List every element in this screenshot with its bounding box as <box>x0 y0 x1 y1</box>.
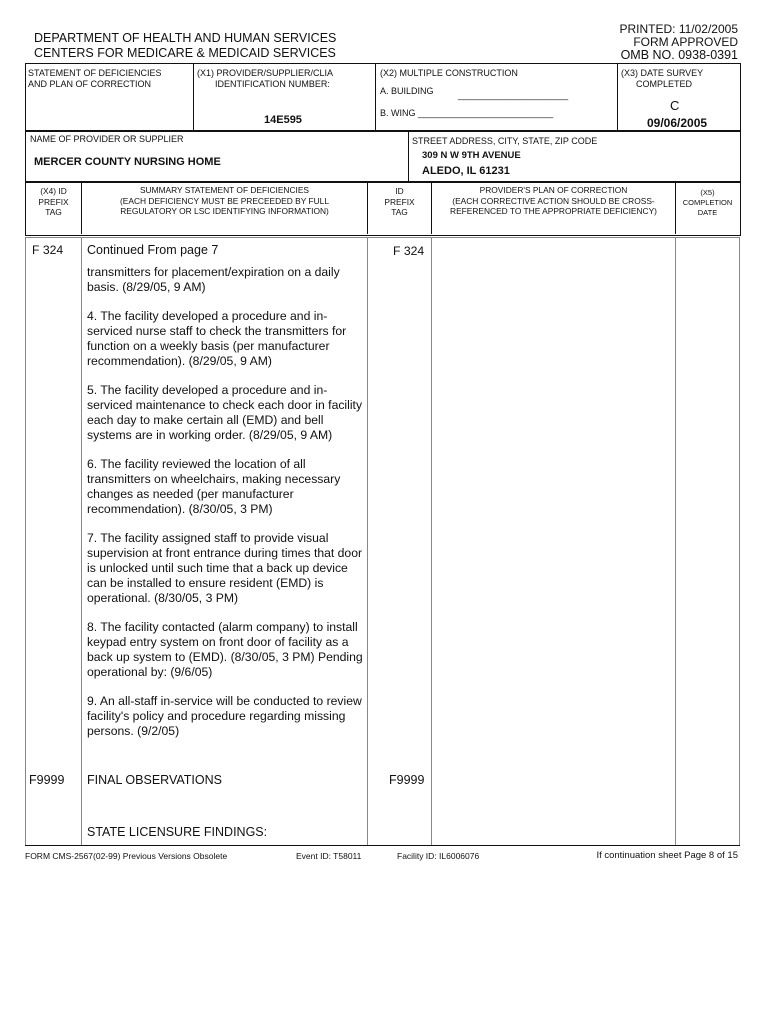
provider-name: MERCER COUNTY NURSING HOME <box>34 156 221 168</box>
page-indicator: If continuation sheet Page 8 of 15 <box>596 850 738 861</box>
deficiency-summary <box>87 243 365 753</box>
event-id: Event ID: T58011 <box>296 851 362 861</box>
form-number: FORM CMS-2567(02-99) Previous Versions Obsolete <box>25 851 228 861</box>
survey-date: 09/06/2005 <box>647 116 708 130</box>
department-name: DEPARTMENT OF HEALTH AND HUMAN SERVICES <box>34 31 337 45</box>
continued-from-page: Continued From page 7 <box>87 243 219 257</box>
address-label: STREET ADDRESS, CITY, STATE, ZIP CODE <box>412 136 598 146</box>
multiple-construction-label: (X2) MULTIPLE CONSTRUCTION <box>380 68 518 78</box>
city-state-zip: ALEDO, IL 61231 <box>422 165 510 177</box>
id-tag-f9999: F9999 <box>389 773 425 787</box>
statement-label: STATEMENT OF DEFICIENCIES AND PLAN OF CORRECTION <box>28 68 162 89</box>
paragraph-transmitters: transmitters for placement/expiration on a daily basis. (8/29/05, 9 AM) <box>87 265 340 294</box>
building-blank: ______________________ <box>458 90 569 100</box>
building-label: A. BUILDING <box>380 86 434 96</box>
prefix-tag-f9999: F9999 <box>29 773 65 787</box>
paragraph-7: 7. The facility assigned staff to provide visual supervision at front entrance during times that door is unlocked until such time that a back up device can be installed to ensure resident (EMD) is operational. (8/30/05, 3 PM) <box>87 531 363 605</box>
completion-date-header: (X5) COMPLETION DATE <box>682 188 733 217</box>
x3-label: (X3) DATE SURVEY COMPLETED <box>621 68 704 89</box>
agency-header <box>34 31 336 61</box>
prefix-tag-f324: F 324 <box>32 243 64 257</box>
paragraph-9: 9. An all-staff in-service will be conducted to review facility's policy and procedure regarding missing persons. (9/2/05) <box>87 694 362 738</box>
provider-name-label: NAME OF PROVIDER OR SUPPLIER <box>30 134 184 144</box>
paragraph-6: 6. The facility reviewed the location of all transmitters on wheelchairs, making necessary changes as needed (per manufacturer recommendation). (8/30/05, 3 PM) <box>87 457 341 516</box>
wing-label: B. WING ___________________________ <box>380 108 554 118</box>
plan-of-correction-header: PROVIDER'S PLAN OF CORRECTION (EACH CORRECTIVE ACTION SHOULD BE CROSS- REFERENCED TO THE APPROPRIATE DEFICIENCY) <box>450 185 657 216</box>
x1-label: (X1) PROVIDER/SUPPLIER/CLIA IDENTIFICATION NUMBER: <box>197 68 334 89</box>
printed-date: PRINTED: 11/02/2005 <box>619 22 738 36</box>
facility-id: Facility ID: IL6006076 <box>397 851 480 861</box>
street-address: 309 N W 9TH AVENUE <box>422 150 521 161</box>
survey-code: C <box>670 98 680 113</box>
paragraph-8: 8. The facility contacted (alarm company) to install keypad entry system on front door of facility as a back up system to (EMD). (8/30/05, 3 PM) Pending operational by: (9/6/05) <box>87 620 363 679</box>
centers-name: CENTERS FOR MEDICARE & MEDICAID SERVICES <box>34 46 336 60</box>
provider-id-number: 14E595 <box>264 114 302 126</box>
form-approval-block <box>619 23 738 62</box>
state-licensure-findings: STATE LICENSURE FINDINGS: <box>87 825 268 839</box>
id-prefix-header: ID PREFIX TAG <box>384 186 415 217</box>
x4-id-prefix-header: (X4) ID PREFIX TAG <box>38 186 69 217</box>
form-approved: FORM APPROVED <box>633 35 738 49</box>
summary-header: SUMMARY STATEMENT OF DEFICIENCIES (EACH DEFICIENCY MUST BE PRECEEDED BY FULL REGULATORY OR LSC IDENTIFYING INFORMATION) <box>120 185 329 216</box>
paragraph-4: 4. The facility developed a procedure and in-serviced nurse staff to check the transmitters for function on a weekly basis (per manufacturer recommendation). (8/29/05, 9 AM) <box>87 309 347 368</box>
id-tag-f324: F 324 <box>393 244 425 258</box>
paragraph-5: 5. The facility developed a procedure and in-serviced maintenance to check each door in facility each day to make certain all (EMD) and bell systems are in working order. (8/29/05, 9 AM) <box>87 383 363 442</box>
final-observations: FINAL OBSERVATIONS <box>87 773 222 787</box>
omb-number: OMB NO. 0938-0391 <box>620 48 738 62</box>
